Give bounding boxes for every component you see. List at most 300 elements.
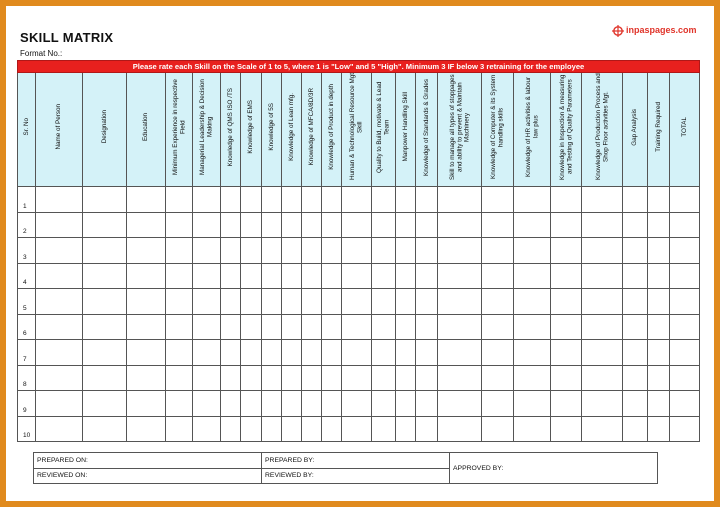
rating-cell[interactable] <box>623 263 648 289</box>
rating-cell[interactable] <box>36 365 83 391</box>
rating-cell[interactable] <box>482 340 514 366</box>
rating-cell[interactable] <box>372 238 396 264</box>
rating-cell[interactable] <box>193 238 221 264</box>
column-header-3 <box>127 73 166 187</box>
rating-cell[interactable] <box>221 340 241 366</box>
rating-cell[interactable] <box>670 212 700 238</box>
rating-cell[interactable] <box>166 365 193 391</box>
rating-cell[interactable] <box>282 212 302 238</box>
column-header-8 <box>262 73 282 187</box>
column-header-label: Managerial Leadership & Decision Making <box>199 79 214 175</box>
rating-cell[interactable] <box>514 340 551 366</box>
rating-cell[interactable] <box>582 416 623 442</box>
rating-cell[interactable] <box>282 314 302 340</box>
rating-cell[interactable] <box>648 391 670 417</box>
rating-cell[interactable] <box>416 187 438 213</box>
rating-cell[interactable] <box>342 365 372 391</box>
logo-text: inpaspages.com <box>626 25 697 35</box>
column-header-21 <box>623 73 648 187</box>
rating-cell[interactable] <box>416 365 438 391</box>
rating-cell[interactable] <box>83 340 127 366</box>
rating-cell[interactable] <box>648 314 670 340</box>
column-header-10 <box>302 73 322 187</box>
column-header-row <box>18 73 700 187</box>
column-header-12 <box>342 73 372 187</box>
rating-cell[interactable] <box>372 365 396 391</box>
column-header-label: TOTAL <box>680 117 688 137</box>
rating-cell[interactable] <box>302 416 322 442</box>
rating-cell[interactable] <box>262 263 282 289</box>
rating-cell[interactable] <box>372 289 396 315</box>
rating-cell[interactable] <box>166 314 193 340</box>
rating-cell[interactable] <box>342 289 372 315</box>
row-number: 6 <box>18 314 36 340</box>
rating-cell[interactable] <box>302 238 322 264</box>
rating-cell[interactable] <box>83 391 127 417</box>
rating-cell[interactable] <box>582 238 623 264</box>
rating-cell[interactable] <box>482 391 514 417</box>
rating-cell[interactable] <box>36 289 83 315</box>
column-header-label: Name of Person <box>55 104 63 150</box>
rating-cell[interactable] <box>193 340 221 366</box>
reviewed-by-field[interactable]: REVIEWED BY: <box>262 468 450 484</box>
rating-cell[interactable] <box>166 187 193 213</box>
site-logo <box>612 24 697 36</box>
rating-cell[interactable] <box>36 314 83 340</box>
column-header-7 <box>241 73 262 187</box>
rating-cell[interactable] <box>623 187 648 213</box>
rating-cell[interactable] <box>241 314 262 340</box>
rating-cell[interactable] <box>416 340 438 366</box>
rating-cell[interactable] <box>648 365 670 391</box>
rating-cell[interactable] <box>83 238 127 264</box>
rating-cell[interactable] <box>342 391 372 417</box>
row-number: 8 <box>18 365 36 391</box>
rating-cell[interactable] <box>670 238 700 264</box>
rating-cell[interactable] <box>342 314 372 340</box>
rating-cell[interactable] <box>262 340 282 366</box>
rating-cell[interactable] <box>551 263 582 289</box>
column-header-6 <box>221 73 241 187</box>
rating-cell[interactable] <box>551 365 582 391</box>
rating-cell[interactable] <box>282 263 302 289</box>
rating-cell[interactable] <box>302 314 322 340</box>
rating-cell[interactable] <box>241 340 262 366</box>
rating-cell[interactable] <box>438 289 482 315</box>
rating-cell[interactable] <box>551 416 582 442</box>
rating-cell[interactable] <box>127 263 166 289</box>
rating-cell[interactable] <box>582 391 623 417</box>
row-number: 9 <box>18 391 36 417</box>
rating-cell[interactable] <box>322 187 342 213</box>
column-header-label: Minimum Experience in respective Field <box>171 79 186 175</box>
rating-cell[interactable] <box>36 416 83 442</box>
signoff-table <box>33 452 658 484</box>
rating-cell[interactable] <box>262 289 282 315</box>
format-number-label: Format No.: <box>20 49 63 58</box>
rating-cell[interactable] <box>438 340 482 366</box>
rating-cell[interactable] <box>193 416 221 442</box>
rating-cell[interactable] <box>648 263 670 289</box>
rating-cell[interactable] <box>302 391 322 417</box>
rating-cell[interactable] <box>416 416 438 442</box>
column-header-18 <box>514 73 551 187</box>
column-header-16 <box>438 73 482 187</box>
rating-cell[interactable] <box>322 314 342 340</box>
rating-cell[interactable] <box>83 187 127 213</box>
rating-cell[interactable] <box>623 289 648 315</box>
rating-cell[interactable] <box>648 187 670 213</box>
rating-cell[interactable] <box>551 238 582 264</box>
rating-cell[interactable] <box>482 416 514 442</box>
rating-cell[interactable] <box>221 289 241 315</box>
rating-cell[interactable] <box>127 314 166 340</box>
rating-cell[interactable] <box>127 340 166 366</box>
rating-cell[interactable] <box>302 263 322 289</box>
rating-cell[interactable] <box>342 187 372 213</box>
rating-cell[interactable] <box>438 263 482 289</box>
skill-matrix-table <box>17 60 700 442</box>
rating-cell[interactable] <box>36 187 83 213</box>
table-row <box>18 187 700 213</box>
rating-cell[interactable] <box>241 263 262 289</box>
rating-cell[interactable] <box>438 238 482 264</box>
rating-cell[interactable] <box>166 263 193 289</box>
column-header-label: Knowledge of MFCA/8D/3R <box>307 88 315 166</box>
rating-cell[interactable] <box>262 238 282 264</box>
rating-cell[interactable] <box>302 187 322 213</box>
rating-cell[interactable] <box>166 340 193 366</box>
page-title: SKILL MATRIX <box>20 30 114 45</box>
rating-cell[interactable] <box>514 187 551 213</box>
rating-cell[interactable] <box>302 365 322 391</box>
rating-cell[interactable] <box>127 416 166 442</box>
rating-cell[interactable] <box>551 289 582 315</box>
rating-cell[interactable] <box>193 365 221 391</box>
rating-cell[interactable] <box>670 187 700 213</box>
rating-cell[interactable] <box>193 212 221 238</box>
rating-cell[interactable] <box>127 212 166 238</box>
rating-cell[interactable] <box>416 238 438 264</box>
rating-cell[interactable] <box>36 212 83 238</box>
rating-cell[interactable] <box>193 391 221 417</box>
rating-cell[interactable] <box>551 314 582 340</box>
rating-cell[interactable] <box>221 263 241 289</box>
rating-cell[interactable] <box>166 212 193 238</box>
rating-cell[interactable] <box>36 263 83 289</box>
rating-cell[interactable] <box>514 314 551 340</box>
column-header-2 <box>83 73 127 187</box>
rating-cell[interactable] <box>166 289 193 315</box>
rating-cell[interactable] <box>127 391 166 417</box>
rating-cell[interactable] <box>302 340 322 366</box>
rating-cell[interactable] <box>262 365 282 391</box>
rating-cell[interactable] <box>166 238 193 264</box>
rating-cell[interactable] <box>322 263 342 289</box>
crosshair-icon <box>612 24 624 36</box>
rating-cell[interactable] <box>582 340 623 366</box>
rating-cell[interactable] <box>623 212 648 238</box>
rating-cell[interactable] <box>127 289 166 315</box>
rating-cell[interactable] <box>342 263 372 289</box>
row-number: 10 <box>18 416 36 442</box>
column-header-label: Knowledge of Computer & its System handling skills <box>490 74 505 180</box>
rating-cell[interactable] <box>396 212 416 238</box>
table-row <box>18 365 700 391</box>
rating-cell[interactable] <box>221 212 241 238</box>
approved-by-field[interactable]: APPROVED BY: <box>450 453 658 484</box>
column-header-label: Knowledge of Lean mfg. <box>287 93 295 161</box>
rating-cell[interactable] <box>322 212 342 238</box>
rating-cell[interactable] <box>241 391 262 417</box>
rating-cell[interactable] <box>438 314 482 340</box>
column-header-label: Designation <box>100 110 108 144</box>
rating-cell[interactable] <box>438 391 482 417</box>
column-header-11 <box>322 73 342 187</box>
rating-cell[interactable] <box>36 391 83 417</box>
rating-cell[interactable] <box>302 289 322 315</box>
rating-cell[interactable] <box>648 340 670 366</box>
column-header-label: Knowledge of Product in depth <box>327 84 335 170</box>
rating-cell[interactable] <box>551 187 582 213</box>
rating-cell[interactable] <box>670 263 700 289</box>
rating-cell[interactable] <box>438 365 482 391</box>
column-header-label: Gap Analysis <box>631 108 639 146</box>
rating-cell[interactable] <box>282 365 302 391</box>
rating-cell[interactable] <box>127 187 166 213</box>
column-header-23 <box>670 73 700 187</box>
rating-cell[interactable] <box>241 212 262 238</box>
column-header-label: Knowledge of HR activities & labour law plus <box>524 76 539 178</box>
rating-cell[interactable] <box>514 391 551 417</box>
rating-cell[interactable] <box>262 391 282 417</box>
rating-cell[interactable] <box>396 187 416 213</box>
instructions-banner: Please rate each Skill on the Scale of 1 to 5, where 1 is "Low" and 5 "High". Minimum 3 IF below 3 retraining for the employee <box>18 61 700 73</box>
column-header-20 <box>582 73 623 187</box>
rating-cell[interactable] <box>322 365 342 391</box>
rating-cell[interactable] <box>670 391 700 417</box>
rating-cell[interactable] <box>670 314 700 340</box>
rating-cell[interactable] <box>221 238 241 264</box>
rating-cell[interactable] <box>322 416 342 442</box>
rating-cell[interactable] <box>514 416 551 442</box>
column-header-label: Education <box>142 112 150 141</box>
rating-cell[interactable] <box>670 340 700 366</box>
rating-cell[interactable] <box>514 238 551 264</box>
rating-cell[interactable] <box>623 365 648 391</box>
column-header-9 <box>282 73 302 187</box>
rating-cell[interactable] <box>372 212 396 238</box>
rating-cell[interactable] <box>282 289 302 315</box>
rating-cell[interactable] <box>221 416 241 442</box>
rating-cell[interactable] <box>623 391 648 417</box>
rating-cell[interactable] <box>416 263 438 289</box>
rating-cell[interactable] <box>416 314 438 340</box>
rating-cell[interactable] <box>396 416 416 442</box>
rating-cell[interactable] <box>514 289 551 315</box>
rating-cell[interactable] <box>482 365 514 391</box>
column-header-label: Knowledge of EMS <box>247 100 255 154</box>
rating-cell[interactable] <box>262 212 282 238</box>
rating-cell[interactable] <box>83 212 127 238</box>
rating-cell[interactable] <box>582 365 623 391</box>
column-header-label: Sr. No <box>22 118 30 136</box>
rating-cell[interactable] <box>416 289 438 315</box>
rating-cell[interactable] <box>372 314 396 340</box>
rating-cell[interactable] <box>551 391 582 417</box>
rating-cell[interactable] <box>241 416 262 442</box>
rating-cell[interactable] <box>83 263 127 289</box>
rating-cell[interactable] <box>438 187 482 213</box>
rating-cell[interactable] <box>322 238 342 264</box>
rating-cell[interactable] <box>36 340 83 366</box>
rating-cell[interactable] <box>342 416 372 442</box>
rating-cell[interactable] <box>670 365 700 391</box>
rating-cell[interactable] <box>396 289 416 315</box>
rating-cell[interactable] <box>551 212 582 238</box>
rating-cell[interactable] <box>416 391 438 417</box>
rating-cell[interactable] <box>241 289 262 315</box>
rating-cell[interactable] <box>221 391 241 417</box>
table-row <box>18 416 700 442</box>
table-row <box>18 314 700 340</box>
rating-cell[interactable] <box>623 238 648 264</box>
rating-cell[interactable] <box>83 416 127 442</box>
rating-cell[interactable] <box>582 187 623 213</box>
rating-cell[interactable] <box>670 416 700 442</box>
column-header-15 <box>416 73 438 187</box>
rating-cell[interactable] <box>262 314 282 340</box>
rating-cell[interactable] <box>372 391 396 417</box>
rating-cell[interactable] <box>127 365 166 391</box>
column-header-13 <box>372 73 396 187</box>
prepared-by-field[interactable]: PREPARED BY: <box>262 453 450 469</box>
rating-cell[interactable] <box>322 391 342 417</box>
reviewed-on-field[interactable]: REVIEWED ON: <box>34 468 262 484</box>
rating-cell[interactable] <box>193 289 221 315</box>
rating-cell[interactable] <box>582 263 623 289</box>
table-row <box>18 263 700 289</box>
rating-cell[interactable] <box>648 212 670 238</box>
rating-cell[interactable] <box>396 314 416 340</box>
column-header-14 <box>396 73 416 187</box>
rating-cell[interactable] <box>221 314 241 340</box>
rating-cell[interactable] <box>193 263 221 289</box>
rating-cell[interactable] <box>127 238 166 264</box>
table-row <box>18 238 700 264</box>
rating-cell[interactable] <box>372 263 396 289</box>
column-header-17 <box>482 73 514 187</box>
rating-cell[interactable] <box>342 212 372 238</box>
rating-cell[interactable] <box>396 391 416 417</box>
rating-cell[interactable] <box>83 365 127 391</box>
matrix-body <box>18 187 700 442</box>
column-header-label: Knowledge in Inspection & measuring and Testing of Quality Parameters <box>558 74 573 180</box>
rating-cell[interactable] <box>482 289 514 315</box>
rating-cell[interactable] <box>282 391 302 417</box>
rating-cell[interactable] <box>582 212 623 238</box>
rating-cell[interactable] <box>482 187 514 213</box>
rating-cell[interactable] <box>372 340 396 366</box>
rating-cell[interactable] <box>282 187 302 213</box>
column-header-label: Quality to Build, motivate & Lead Team <box>376 81 391 173</box>
rating-cell[interactable] <box>166 391 193 417</box>
rating-cell[interactable] <box>514 212 551 238</box>
column-header-0 <box>18 73 36 187</box>
rating-cell[interactable] <box>193 187 221 213</box>
rating-cell[interactable] <box>262 187 282 213</box>
rating-cell[interactable] <box>623 416 648 442</box>
rating-cell[interactable] <box>670 289 700 315</box>
rating-cell[interactable] <box>342 238 372 264</box>
rating-cell[interactable] <box>582 289 623 315</box>
rating-cell[interactable] <box>623 314 648 340</box>
rating-cell[interactable] <box>482 238 514 264</box>
rating-cell[interactable] <box>342 340 372 366</box>
rating-cell[interactable] <box>648 416 670 442</box>
rating-cell[interactable] <box>648 289 670 315</box>
rating-cell[interactable] <box>36 238 83 264</box>
rating-cell[interactable] <box>322 340 342 366</box>
rating-cell[interactable] <box>396 340 416 366</box>
rating-cell[interactable] <box>241 238 262 264</box>
rating-cell[interactable] <box>514 263 551 289</box>
rating-cell[interactable] <box>282 416 302 442</box>
column-header-label: Knowledge of 5S <box>267 103 275 151</box>
row-number: 5 <box>18 289 36 315</box>
rating-cell[interactable] <box>221 187 241 213</box>
rating-cell[interactable] <box>396 263 416 289</box>
instructions-banner-row <box>18 61 700 73</box>
rating-cell[interactable] <box>438 212 482 238</box>
rating-cell[interactable] <box>551 340 582 366</box>
prepared-on-field[interactable]: PREPARED ON: <box>34 453 262 469</box>
rating-cell[interactable] <box>416 212 438 238</box>
rating-cell[interactable] <box>282 340 302 366</box>
rating-cell[interactable] <box>372 187 396 213</box>
rating-cell[interactable] <box>438 416 482 442</box>
column-header-label: Knowledge of QMS ISO /TS <box>226 87 234 167</box>
column-header-label: Manpower Handling Skill <box>401 92 409 162</box>
column-header-19 <box>551 73 582 187</box>
rating-cell[interactable] <box>83 314 127 340</box>
row-number: 3 <box>18 238 36 264</box>
rating-cell[interactable] <box>322 289 342 315</box>
row-number: 7 <box>18 340 36 366</box>
rating-cell[interactable] <box>221 365 241 391</box>
rating-cell[interactable] <box>241 187 262 213</box>
rating-cell[interactable] <box>83 289 127 315</box>
rating-cell[interactable] <box>648 238 670 264</box>
rating-cell[interactable] <box>396 365 416 391</box>
rating-cell[interactable] <box>482 263 514 289</box>
rating-cell[interactable] <box>482 314 514 340</box>
rating-cell[interactable] <box>262 416 282 442</box>
rating-cell[interactable] <box>282 238 302 264</box>
column-header-1 <box>36 73 83 187</box>
rating-cell[interactable] <box>623 340 648 366</box>
rating-cell[interactable] <box>166 416 193 442</box>
rating-cell[interactable] <box>193 314 221 340</box>
rating-cell[interactable] <box>482 212 514 238</box>
rating-cell[interactable] <box>302 212 322 238</box>
rating-cell[interactable] <box>582 314 623 340</box>
rating-cell[interactable] <box>396 238 416 264</box>
rating-cell[interactable] <box>241 365 262 391</box>
rating-cell[interactable] <box>372 416 396 442</box>
table-row <box>18 391 700 417</box>
rating-cell[interactable] <box>514 365 551 391</box>
